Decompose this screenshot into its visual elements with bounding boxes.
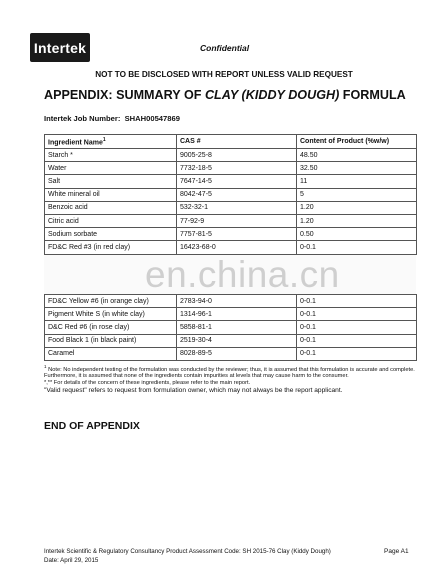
job-number-line <box>44 114 180 123</box>
ingredient-cell: FD&C Red #3 (in red clay) <box>45 241 177 254</box>
header-ingredient-name <box>45 135 177 149</box>
cas-cell: 2519-30-4 <box>177 334 297 347</box>
content-cell: 0-0.1 <box>297 308 417 321</box>
cas-cell: 7732-18-5 <box>177 162 297 175</box>
table-row <box>45 295 417 308</box>
footnote-1-text: Note: No independent testing of the formulation was conducted by the reviewer; thus, it is assumed that this formulation is accurate and complete. Furthermore, it is assumed that none of the ingredients contain impurities at levels that may cause harm to the consumer. <box>44 366 415 380</box>
title-suffix: FORMULA <box>339 88 406 102</box>
header-cas: CAS # <box>177 135 297 149</box>
content-cell: 1.20 <box>297 214 417 227</box>
ingredient-cell: Pigment White S (in white clay) <box>45 308 177 321</box>
ingredient-cell: Caramel <box>45 347 177 360</box>
confidential-label: Confidential <box>200 43 250 53</box>
header-content: Content of Product (%w/w) <box>297 135 417 149</box>
header-footnote-marker: 1 <box>102 136 106 143</box>
cas-cell: 7757-81-5 <box>177 228 297 241</box>
cas-cell: 2783-94-0 <box>177 295 297 308</box>
cas-cell: 16423-68-0 <box>177 241 297 254</box>
cas-cell: 9005-25-8 <box>177 149 297 162</box>
cas-cell: 532-32-1 <box>177 201 297 214</box>
disclosure-notice: NOT TO BE DISCLOSED WITH REPORT UNLESS VALID REQUEST <box>95 70 353 79</box>
ingredient-cell: D&C Red #6 (in rose clay) <box>45 321 177 334</box>
table-row <box>45 162 417 175</box>
content-cell: 0.50 <box>297 228 417 241</box>
cas-cell: 8042-47-5 <box>177 188 297 201</box>
formula-table-top <box>44 134 417 255</box>
watermark: en.china.cn <box>145 254 340 295</box>
content-cell: 0-0.1 <box>297 321 417 334</box>
job-number-label: Intertek Job Number: <box>44 114 121 123</box>
content-cell: 0-0.1 <box>297 347 417 360</box>
cas-cell: 1314-96-1 <box>177 308 297 321</box>
table-row <box>45 201 417 214</box>
valid-request-note: "Valid request" refers to request from formulation owner, which may not always be the report applicant. <box>44 387 343 395</box>
content-cell: 32.50 <box>297 162 417 175</box>
content-cell: 48.50 <box>297 149 417 162</box>
ingredient-cell: FD&C Yellow #6 (in orange clay) <box>45 295 177 308</box>
cas-cell: 5858-81-1 <box>177 321 297 334</box>
ingredient-cell: Starch * <box>45 149 177 162</box>
table-row <box>45 241 417 254</box>
footer-date: Date: April 29, 2015 <box>44 556 99 564</box>
footnote-1 <box>44 364 416 380</box>
content-cell: 0-0.1 <box>297 334 417 347</box>
content-cell: 1.20 <box>297 201 417 214</box>
table-row <box>45 175 417 188</box>
content-cell: 11 <box>297 175 417 188</box>
ingredient-cell: Salt <box>45 175 177 188</box>
cas-cell: 8028-89-5 <box>177 347 297 360</box>
title-emphasis: CLAY (KIDDY DOUGH) <box>204 88 340 102</box>
table-header-row <box>45 135 417 149</box>
cas-cell: 77-92-9 <box>177 214 297 227</box>
title-prefix: APPENDIX: SUMMARY OF <box>44 88 205 102</box>
intertek-logo: Intertek <box>30 33 90 62</box>
table-row <box>45 308 417 321</box>
page-number: Page A1 <box>384 548 409 555</box>
footnote-1-marker: 1 <box>44 364 47 369</box>
table-row <box>45 214 417 227</box>
content-cell: 0-0.1 <box>297 241 417 254</box>
table-row <box>45 321 417 334</box>
ingredient-cell: Benzoic acid <box>45 201 177 214</box>
cas-cell: 7647-14-5 <box>177 175 297 188</box>
ingredient-cell: Sodium sorbate <box>45 228 177 241</box>
table-row <box>45 188 417 201</box>
end-of-appendix-heading: END OF APPENDIX <box>44 420 140 432</box>
ingredient-cell: Citric acid <box>45 214 177 227</box>
table-row <box>45 347 417 360</box>
footer-info <box>44 548 331 565</box>
ingredient-cell: Food Black 1 (in black paint) <box>45 334 177 347</box>
table-row <box>45 228 417 241</box>
formula-table-bottom <box>44 294 417 361</box>
footer-assessment-code: Intertek Scientific & Regulatory Consultancy Product Assessment Code: SH 2015-76 Clay (Kiddy Dough) <box>44 548 331 555</box>
job-number-value: SHAH00547869 <box>124 114 180 123</box>
footnote-2: *,** For details of the concern of these ingredients, please refer to the main report. <box>44 379 251 386</box>
ingredient-cell: Water <box>45 162 177 175</box>
footnotes <box>44 364 416 395</box>
content-cell: 5 <box>297 188 417 201</box>
content-cell: 0-0.1 <box>297 295 417 308</box>
header-ingredient-text: Ingredient Name <box>48 139 103 147</box>
ingredient-cell: White mineral oil <box>45 188 177 201</box>
page-title <box>44 88 406 102</box>
table-row <box>45 334 417 347</box>
table-row <box>45 149 417 162</box>
